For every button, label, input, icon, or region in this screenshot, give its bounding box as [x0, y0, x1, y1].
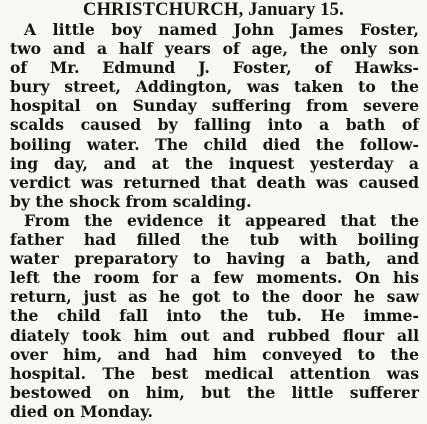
text-line: boiling water. The child died the follow- [10, 134, 419, 154]
text-line: of Mr. Edmund J. Foster, of Hawks- [10, 58, 419, 78]
text-line: bestowed on him, but the little sufferer [10, 382, 419, 402]
paragraph-2 [10, 211, 419, 421]
text-line: hospital. The best medical attention was [10, 363, 419, 383]
text-line: over him, and had him conveyed to the [10, 344, 419, 364]
paragraph-1 [10, 20, 419, 211]
text-line: return, just as he got to the door he saw [10, 287, 419, 307]
text-line: bury street, Addington, was taken to the [10, 77, 419, 97]
article-body [10, 20, 419, 421]
text-line: ing day, and at the inquest yesterday a [10, 153, 419, 173]
text-line: scalds caused by falling into a bath of [10, 115, 419, 135]
text-line: the child fall into the tub. He imme- [10, 306, 419, 326]
text-line: father had filled the tub with boiling [10, 230, 419, 250]
text-line: by the shock from scalding. [10, 191, 252, 211]
text-line: left the room for a few moments. On his [10, 268, 419, 288]
text-line: water preparatory to having a bath, and [10, 249, 419, 269]
text-line: two and a half years of age, the only son [10, 39, 419, 59]
headline-text: CHRISTCHURCH, January 15. [83, 0, 344, 20]
text-line: hospital on Sunday suffering from severe [10, 96, 419, 116]
text-line: A little boy named John James Foster, [24, 20, 419, 39]
text-line: verdict was returned that death was caused [10, 172, 419, 192]
text-line: died on Monday. [10, 401, 153, 421]
article-headline [0, 1, 427, 19]
text-line: From the evidence it appeared that the [24, 210, 419, 230]
text-line: diately took him out and rubbed flour all [10, 325, 419, 345]
